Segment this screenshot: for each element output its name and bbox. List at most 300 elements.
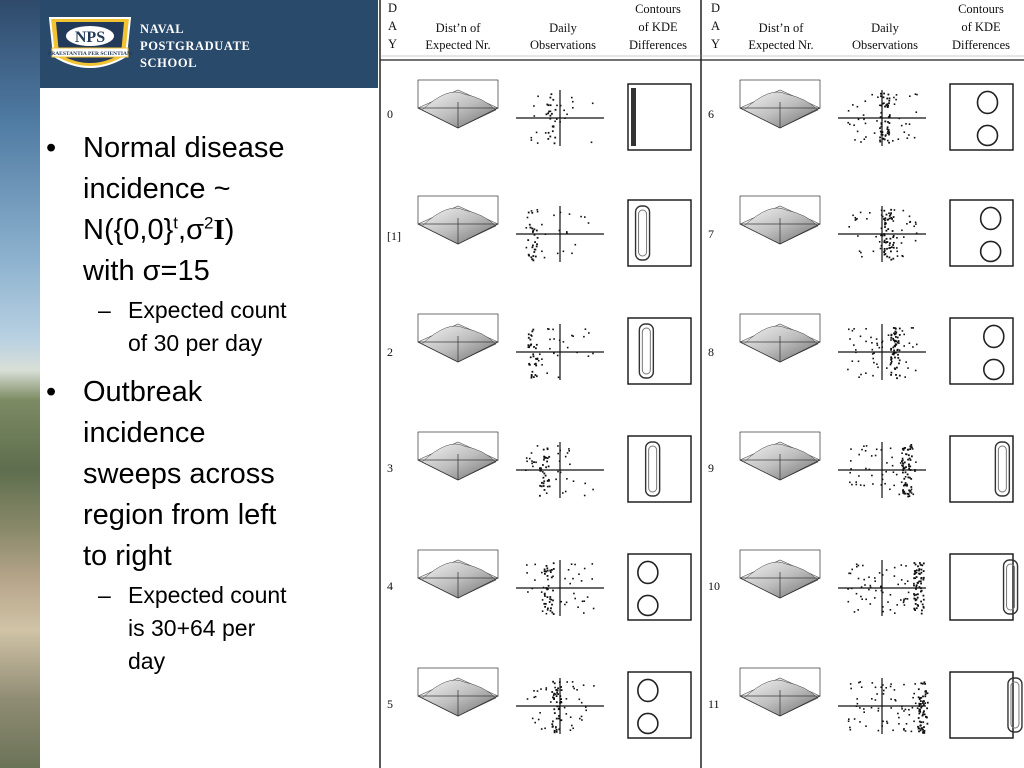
observation-point xyxy=(540,688,542,690)
observation-point xyxy=(556,692,558,694)
observation-point xyxy=(875,590,877,592)
header-contours: Contours xyxy=(958,2,1004,16)
observation-point xyxy=(919,698,921,700)
formula-identity: I xyxy=(213,214,225,246)
observation-point xyxy=(536,132,538,134)
observation-point xyxy=(893,247,895,249)
bullet-line: Outbreak xyxy=(83,376,203,408)
observation-point xyxy=(920,728,922,730)
observation-point xyxy=(912,327,914,329)
observation-point xyxy=(921,569,923,571)
observation-point xyxy=(876,120,878,122)
observation-point xyxy=(553,708,555,710)
observation-point xyxy=(534,241,536,243)
observation-point xyxy=(903,600,905,602)
observation-point xyxy=(574,598,576,600)
observation-point xyxy=(539,470,541,472)
observation-point xyxy=(901,706,903,708)
observation-point xyxy=(924,695,926,697)
observation-point xyxy=(878,730,880,732)
observation-point xyxy=(856,593,858,595)
observation-point xyxy=(879,241,881,243)
observation-point xyxy=(896,474,898,476)
observation-point xyxy=(549,348,551,350)
observation-point xyxy=(587,596,589,598)
observation-point xyxy=(591,578,593,580)
contour-frame xyxy=(628,672,691,738)
observation-point xyxy=(880,235,882,237)
observation-point xyxy=(919,704,921,706)
observation-point xyxy=(545,603,547,605)
surface-mesh xyxy=(422,680,496,716)
surface-plot xyxy=(740,196,820,244)
observation-point xyxy=(859,250,861,252)
observation-point xyxy=(532,466,534,468)
surface-mesh xyxy=(744,444,818,480)
observation-point xyxy=(564,578,566,580)
formula-mid: ,σ xyxy=(178,214,204,246)
header-day-letter: A xyxy=(711,19,721,33)
header-day-letter: Y xyxy=(711,37,721,51)
observation-point xyxy=(911,492,913,494)
observation-point xyxy=(923,570,925,572)
observation-point xyxy=(579,718,581,720)
surface-mesh xyxy=(422,326,496,362)
observation-point xyxy=(861,686,863,688)
observation-point xyxy=(865,372,867,374)
observation-point xyxy=(872,682,874,684)
observation-point xyxy=(854,139,856,141)
observation-point xyxy=(895,99,897,101)
observation-point xyxy=(885,104,887,106)
observation-point xyxy=(583,612,585,614)
observation-point xyxy=(551,723,553,725)
observation-point xyxy=(558,377,560,379)
observation-point xyxy=(898,363,900,365)
observation-point xyxy=(898,717,900,719)
observation-point xyxy=(895,336,897,338)
header-dist: Expected Nr. xyxy=(425,38,491,52)
observation-point xyxy=(917,604,919,606)
observation-point xyxy=(581,580,583,582)
observation-point xyxy=(570,716,572,718)
observation-point xyxy=(884,226,886,228)
observation-point xyxy=(923,577,925,579)
observation-point xyxy=(901,579,903,581)
observation-point xyxy=(889,247,891,249)
observation-point xyxy=(865,468,867,470)
observation-point xyxy=(891,334,893,336)
observation-point xyxy=(882,474,884,476)
formula-sup: t xyxy=(173,213,179,233)
observation-point xyxy=(553,125,555,127)
observation-point xyxy=(884,235,886,237)
observation-point xyxy=(593,608,595,610)
observation-point xyxy=(868,576,870,578)
observation-point xyxy=(881,346,883,348)
kde-contour-plot xyxy=(950,436,1013,502)
logo-line: POSTGRADUATE xyxy=(140,39,251,53)
observation-point xyxy=(857,703,859,705)
observation-point xyxy=(526,572,528,574)
observation-point xyxy=(566,231,568,233)
observation-point xyxy=(869,212,871,214)
observation-point xyxy=(872,358,874,360)
observation-point xyxy=(852,360,854,362)
observation-point xyxy=(889,242,891,244)
observation-point xyxy=(592,489,594,491)
observation-point xyxy=(914,594,916,596)
observation-point xyxy=(546,613,548,615)
observation-point xyxy=(920,601,922,603)
contour-frame xyxy=(628,200,691,266)
observation-point xyxy=(567,452,569,454)
observation-point xyxy=(572,728,574,730)
observation-point xyxy=(541,364,543,366)
observation-point xyxy=(531,137,533,139)
observation-point xyxy=(899,118,901,120)
observation-point xyxy=(531,212,533,214)
observation-point xyxy=(877,344,879,346)
observation-point xyxy=(555,689,557,691)
observation-point xyxy=(880,248,882,250)
observation-point xyxy=(894,367,896,369)
observation-point xyxy=(916,344,918,346)
observation-point xyxy=(556,718,558,720)
header-contours: Differences xyxy=(951,38,1011,52)
observation-point xyxy=(890,707,892,709)
observation-point xyxy=(910,486,912,488)
observation-point xyxy=(850,460,852,462)
surface-mesh xyxy=(744,208,818,244)
bullet-line: region from left xyxy=(83,499,277,531)
observation-point xyxy=(870,337,872,339)
observation-point xyxy=(546,687,548,689)
observation-point xyxy=(554,121,556,123)
observation-point xyxy=(848,329,850,331)
observation-point xyxy=(896,247,898,249)
observation-point xyxy=(547,138,549,140)
observation-point xyxy=(566,478,568,480)
header-contours: Contours xyxy=(635,2,681,16)
observation-point xyxy=(921,610,923,612)
observation-point xyxy=(888,94,890,96)
header-dist: Expected Nr. xyxy=(748,38,814,52)
observation-point xyxy=(903,710,905,712)
observation-point xyxy=(565,491,567,493)
observation-point xyxy=(907,493,909,495)
observation-point xyxy=(914,608,916,610)
kde-contour-plot xyxy=(628,436,691,502)
kde-contour-plot xyxy=(950,554,1018,620)
observation-point xyxy=(925,690,927,692)
observation-point xyxy=(882,103,884,105)
observation-point xyxy=(923,704,925,706)
observation-point xyxy=(909,342,911,344)
observation-point xyxy=(890,683,892,685)
observation-point xyxy=(916,584,918,586)
observation-point xyxy=(872,375,874,377)
kde-contour-plot xyxy=(950,84,1013,150)
observation-point xyxy=(574,564,576,566)
observation-point xyxy=(530,256,532,258)
observation-point xyxy=(588,222,590,224)
observation-point xyxy=(572,686,574,688)
observation-point xyxy=(857,235,859,237)
observation-point xyxy=(920,721,922,723)
observation-point xyxy=(848,226,850,228)
observation-point xyxy=(880,686,882,688)
observation-point xyxy=(880,112,882,114)
observation-point xyxy=(572,107,574,109)
observation-point xyxy=(538,719,540,721)
observation-point xyxy=(584,568,586,570)
observation-point xyxy=(895,374,897,376)
observation-point xyxy=(918,728,920,730)
observation-point xyxy=(921,613,923,615)
kde-contour-plot xyxy=(628,672,691,738)
observation-point xyxy=(899,494,901,496)
observation-point xyxy=(528,337,530,339)
observation-point xyxy=(922,702,924,704)
observation-point xyxy=(870,585,872,587)
observation-point xyxy=(913,598,915,600)
sub-bullet-line: Expected count xyxy=(128,297,287,323)
observation-point xyxy=(534,228,536,230)
observation-point xyxy=(549,601,551,603)
observation-point xyxy=(584,495,586,497)
observation-point xyxy=(902,472,904,474)
sub-bullet-dash: – xyxy=(98,582,111,608)
header-contours: of KDE xyxy=(961,20,1001,34)
observation-point xyxy=(883,93,885,95)
observation-point xyxy=(534,722,536,724)
observation-point xyxy=(880,131,882,133)
observation-point xyxy=(910,447,912,449)
observation-point xyxy=(882,606,884,608)
logo-line: NAVAL xyxy=(140,22,185,36)
observation-point xyxy=(578,573,580,575)
observation-point xyxy=(880,126,882,128)
observation-point xyxy=(859,707,861,709)
observation-point xyxy=(556,705,558,707)
observation-point xyxy=(890,594,892,596)
observation-point xyxy=(913,226,915,228)
observation-point xyxy=(898,723,900,725)
surface-plot xyxy=(418,550,498,598)
observation-point xyxy=(536,344,538,346)
observation-point xyxy=(547,486,549,488)
observation-point xyxy=(902,465,904,467)
observation-point xyxy=(553,562,555,564)
observation-point xyxy=(563,251,565,253)
observation-point xyxy=(890,362,892,364)
observation-point xyxy=(924,714,926,716)
observation-point xyxy=(893,97,895,99)
sub-bullet-dash: – xyxy=(98,297,111,323)
observation-point xyxy=(555,693,557,695)
observation-point xyxy=(526,457,528,459)
bullet-line: to right xyxy=(83,540,172,572)
observation-point xyxy=(535,696,537,698)
observation-point xyxy=(892,230,894,232)
observation-point xyxy=(899,359,901,361)
observation-point xyxy=(883,693,885,695)
observation-point xyxy=(862,565,864,567)
observation-point xyxy=(530,227,532,229)
observation-point xyxy=(545,466,547,468)
observation-point xyxy=(539,712,541,714)
observation-point xyxy=(917,593,919,595)
observation-point xyxy=(543,473,545,475)
observation-point xyxy=(858,454,860,456)
observation-point xyxy=(890,238,892,240)
observation-point xyxy=(920,730,922,732)
observation-point xyxy=(890,337,892,339)
observation-point xyxy=(557,693,559,695)
observation-point xyxy=(904,462,906,464)
observation-point xyxy=(849,482,851,484)
observation-point xyxy=(892,338,894,340)
kde-contour-plot xyxy=(950,672,1022,738)
observation-point xyxy=(865,123,867,125)
observation-point xyxy=(891,457,893,459)
observation-point xyxy=(875,236,877,238)
observation-point xyxy=(572,335,574,337)
observation-point xyxy=(888,129,890,131)
observation-point xyxy=(566,713,568,715)
kde-figure xyxy=(378,0,1024,768)
observation-point xyxy=(875,687,877,689)
observation-point xyxy=(893,235,895,237)
observation-point xyxy=(572,681,574,683)
observation-point xyxy=(915,370,917,372)
observation-point xyxy=(924,683,926,685)
surface-mesh xyxy=(744,92,818,128)
observation-point xyxy=(541,572,543,574)
observation-point xyxy=(892,347,894,349)
observation-point xyxy=(892,244,894,246)
logo-banner-text: PRAESTANTIA PER SCIENTIAM xyxy=(47,51,133,57)
observation-point xyxy=(546,372,548,374)
observation-point xyxy=(553,338,555,340)
observation-point xyxy=(879,127,881,129)
observation-point xyxy=(566,114,568,116)
observation-point xyxy=(591,142,593,144)
observation-point xyxy=(863,579,865,581)
observation-point xyxy=(537,96,539,98)
observation-point xyxy=(526,247,528,249)
observation-point xyxy=(546,492,548,494)
observation-point xyxy=(920,591,922,593)
daily-observations-scatter xyxy=(516,678,604,734)
observation-point xyxy=(865,341,867,343)
observation-point xyxy=(861,598,863,600)
observation-point xyxy=(917,707,919,709)
observation-point xyxy=(923,726,925,728)
observation-point xyxy=(918,696,920,698)
daily-observations-scatter xyxy=(516,560,604,616)
observation-point xyxy=(883,210,885,212)
observation-point xyxy=(913,693,915,695)
observation-point xyxy=(896,604,898,606)
observation-point xyxy=(531,463,533,465)
observation-point xyxy=(547,609,549,611)
observation-point xyxy=(889,244,891,246)
observation-point xyxy=(528,344,530,346)
observation-point xyxy=(526,564,528,566)
observation-point xyxy=(573,688,575,690)
observation-point xyxy=(903,478,905,480)
observation-point xyxy=(923,731,925,733)
observation-point xyxy=(907,598,909,600)
observation-point xyxy=(559,695,561,697)
observation-point xyxy=(552,600,554,602)
observation-point xyxy=(881,245,883,247)
observation-point xyxy=(531,228,533,230)
observation-point xyxy=(548,466,550,468)
observation-point xyxy=(855,481,857,483)
observation-point xyxy=(875,699,877,701)
observation-point xyxy=(568,448,570,450)
observation-point xyxy=(537,209,539,211)
observation-point xyxy=(855,219,857,221)
kde-contour-plot xyxy=(628,318,691,384)
kde-contour-plot xyxy=(628,84,691,150)
observation-point xyxy=(559,450,561,452)
header-right xyxy=(711,1,1010,52)
observation-point xyxy=(871,698,873,700)
observation-point xyxy=(885,471,887,473)
observation-point xyxy=(878,708,880,710)
observation-point xyxy=(549,118,551,120)
observation-point xyxy=(887,132,889,134)
observation-point xyxy=(569,583,571,585)
observation-point xyxy=(533,376,535,378)
observation-point xyxy=(890,214,892,216)
observation-point xyxy=(863,119,865,121)
observation-point xyxy=(909,221,911,223)
observation-point xyxy=(863,114,865,116)
observation-point xyxy=(901,708,903,710)
observation-point xyxy=(882,574,884,576)
observation-point xyxy=(886,367,888,369)
observation-point xyxy=(865,136,867,138)
observation-point xyxy=(561,719,563,721)
observation-point xyxy=(549,486,551,488)
observation-point xyxy=(557,253,559,255)
observation-point xyxy=(534,115,536,117)
observation-point xyxy=(863,485,865,487)
observation-point xyxy=(850,573,852,575)
day-label: 4 xyxy=(387,579,393,593)
observation-point xyxy=(855,217,857,219)
daily-observations-scatter xyxy=(838,206,926,262)
observation-point xyxy=(868,589,870,591)
observation-point xyxy=(888,334,890,336)
header-day-letter: Y xyxy=(388,37,398,51)
observation-point xyxy=(546,567,548,569)
observation-point xyxy=(882,479,884,481)
observation-point xyxy=(894,103,896,105)
observation-point xyxy=(533,697,535,699)
formula-suffix: ) xyxy=(224,214,235,246)
observation-point xyxy=(914,470,916,472)
observation-point xyxy=(903,602,905,604)
contour-frame xyxy=(628,84,691,150)
observation-point xyxy=(927,723,929,725)
observation-point xyxy=(861,449,863,451)
